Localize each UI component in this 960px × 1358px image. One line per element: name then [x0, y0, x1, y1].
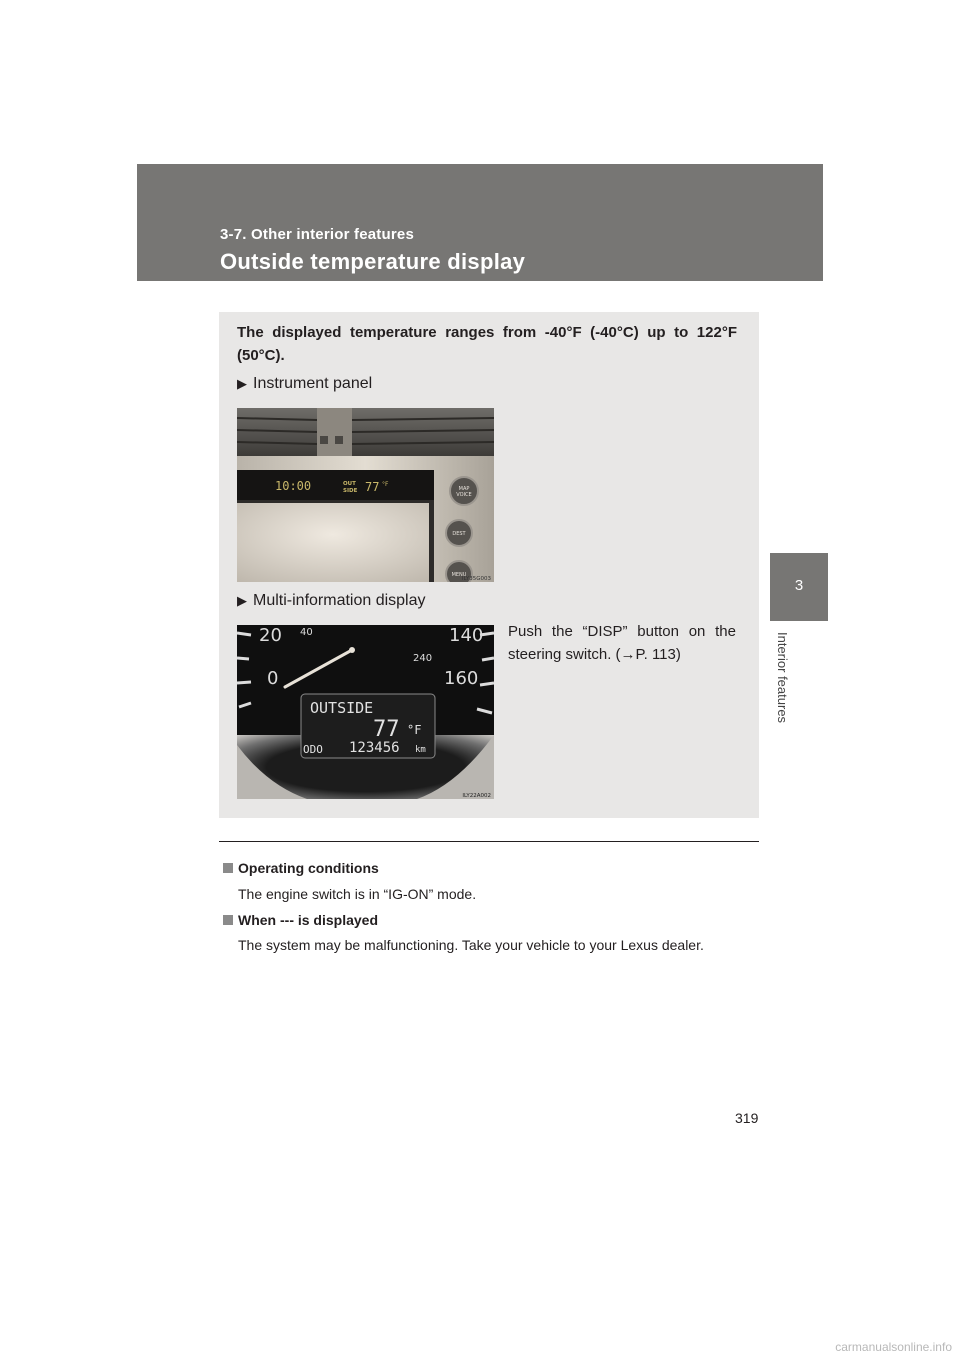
multi-info-heading — [237, 592, 426, 610]
svg-text:VOICE: VOICE — [456, 492, 472, 498]
panel-temp-unit: °F — [382, 481, 389, 488]
gauge-label-160: 160 — [444, 668, 479, 689]
instrument-panel-photo — [237, 408, 494, 582]
odo-unit: km — [415, 745, 426, 755]
gauge-label-0: 0 — [267, 668, 279, 689]
instrument-panel-heading — [237, 375, 372, 393]
section-label: 3-7. Other interior features — [220, 226, 414, 243]
intro-text: The displayed temperature ranges from -40°F (-40°C) up to 122°F (50°C). — [237, 324, 737, 364]
triangle-right-icon: ▶ — [237, 376, 247, 391]
note-heading-text: When --- is displayed — [238, 912, 379, 928]
mid-temp: 77 — [373, 717, 400, 742]
square-bullet-icon — [223, 915, 233, 925]
gauge-label-20: 20 — [259, 625, 282, 646]
gauge-label-40: 40 — [300, 627, 313, 638]
page-title: Outside temperature display — [220, 249, 526, 274]
note-body-display: The system may be malfunctioning. Take your vehicle to your Lexus dealer. — [238, 937, 704, 953]
triangle-right-icon: ▶ — [237, 593, 247, 608]
outside-label: OUTSIDE — [310, 699, 374, 717]
chapter-number: 3 — [794, 577, 804, 594]
page-number: 319 — [735, 1110, 759, 1126]
gauge-label-140: 140 — [449, 625, 484, 646]
square-bullet-icon — [223, 863, 233, 873]
odo-value: 123456 — [349, 740, 400, 756]
note-heading-display — [223, 912, 378, 928]
odo-label: ODO — [303, 743, 323, 756]
note-heading-text: Operating conditions — [238, 860, 379, 876]
side-label-text: SIDE — [343, 488, 358, 494]
map-voice-button-label: MAP — [458, 486, 470, 492]
watermark-text: carmanualsonline.info — [835, 1340, 952, 1354]
menu-button-label: MENU — [451, 572, 467, 578]
chapter-tab[interactable] — [770, 553, 828, 621]
out-label: OUT — [343, 481, 356, 487]
mid-temp-unit: °F — [407, 723, 422, 737]
clock-readout: 10:00 — [275, 479, 312, 493]
panel-temp: 77 — [365, 480, 380, 494]
chapter-label: Interior features — [775, 632, 790, 724]
dest-button-label: DEST — [452, 531, 466, 537]
instrument-panel-label: Instrument panel — [253, 375, 373, 392]
disp-note: Push the “DISP” button on the steering switch. (→P. 113) — [508, 623, 736, 663]
note-heading-operating — [223, 860, 379, 876]
photo-code: ILY35G003 — [461, 576, 491, 582]
note-body-operating: The engine switch is in “IG-ON” mode. — [238, 886, 477, 902]
gauge-label-240: 240 — [413, 653, 433, 664]
multi-info-label: Multi-information display — [253, 592, 426, 609]
photo-code: ILY22A002 — [462, 793, 491, 799]
divider — [219, 841, 759, 842]
multi-info-photo — [237, 625, 494, 799]
